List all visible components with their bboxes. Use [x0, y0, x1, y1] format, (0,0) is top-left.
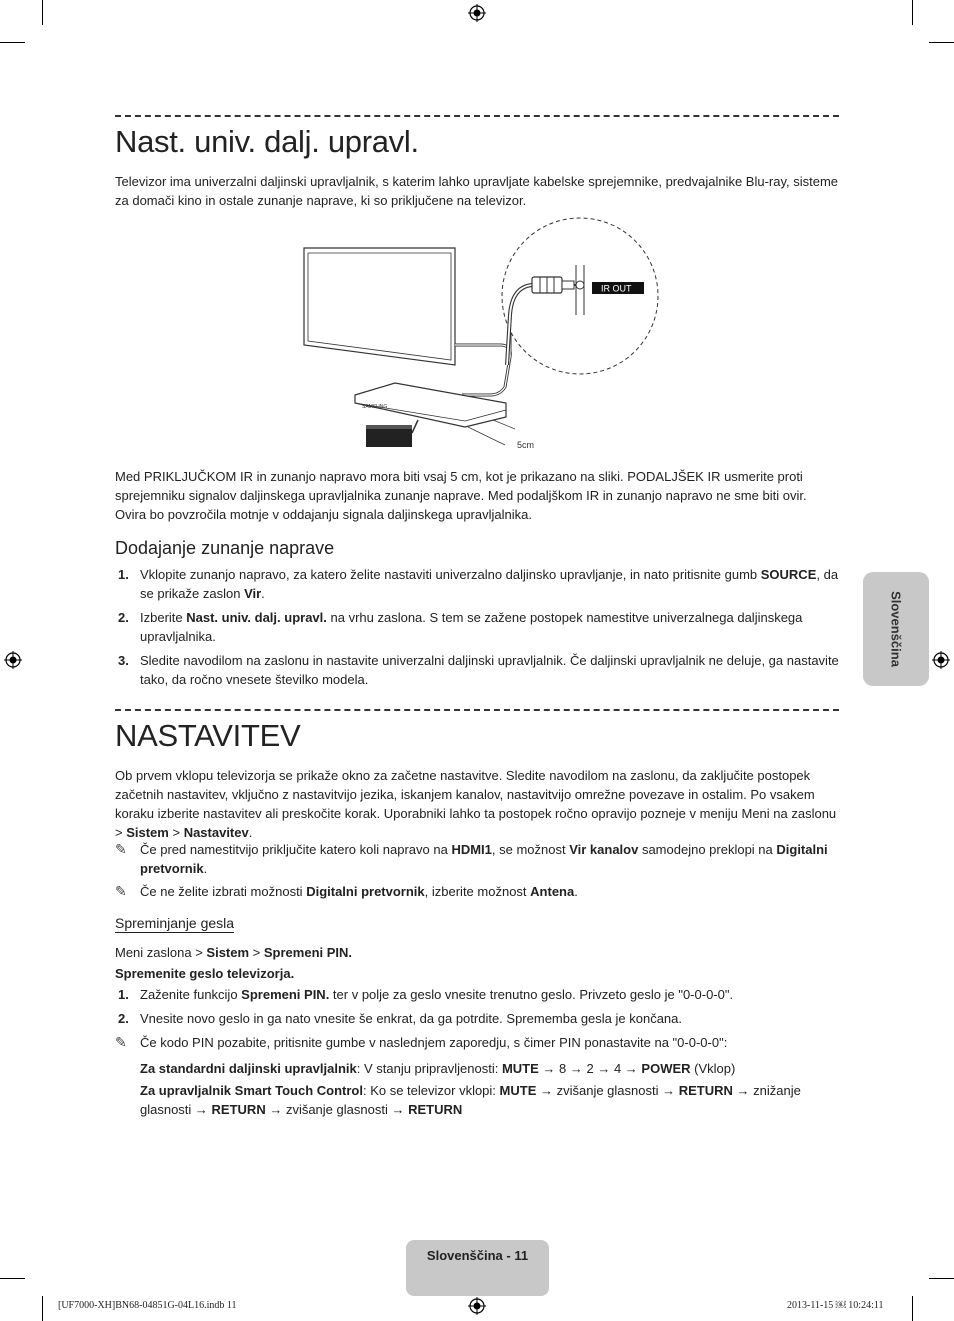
note: ✎ Če ne želite izbrati možnosti Digitalni pretvornik, izberite možnost Antena.: [115, 883, 578, 899]
crop-mark: [0, 42, 25, 43]
crop-mark: [912, 1296, 913, 1321]
section-divider: [115, 709, 839, 711]
intro-paragraph: Ob prvem vklopu televizorja se prikaže okno za začetne nastavitve. Sledite navodilom na zaslonu, da zaključite postopek začetnih nastavitev, vključno z nastavitvijo jezika, iskanjem kanalov, nastavitvijo omrežne povezave in ostalim. Po vsakem koraku izberite nastavitev ali preskočite korak. Uporabniki lahko ta postopek ročno opravijo pozneje v meniju Meni na zaslonu > Sistem > Nastavitev.: [115, 768, 837, 840]
crop-mark: [912, 0, 913, 25]
ir-out-label: IR OUT: [601, 283, 632, 294]
pencil-note-icon: ✎: [115, 841, 127, 857]
print-date-info: 2013-11-15 ￼ 10:24:11: [787, 1300, 884, 1311]
crop-mark: [0, 1278, 25, 1279]
subsection-heading: Spreminjanje gesla: [115, 915, 235, 931]
print-file-info: [UF7000-XH]BN68-04851G-04L16.indb 11: [58, 1300, 237, 1311]
bold-instruction: Spremenite geslo televizorja.: [115, 966, 295, 981]
list-item: 3. Sledite navodilom na zaslonu in nastavite univerzalni daljinski upravljalnik. Če daljinski upravljalnik ne deluje, ga nastavite tako, da ročno vnesete številko modela.: [118, 653, 839, 687]
pencil-note-icon: ✎: [115, 883, 127, 899]
list-item: 1. Zaženite funkcijo Spremeni PIN. ter v polje za geslo vnesite trenutno geslo. Privzeto geslo je "0-0-0-0".: [118, 987, 734, 1002]
section-title: Nast. univ. dalj. upravl.: [115, 124, 419, 159]
note: ✎ Če kodo PIN pozabite, pritisnite gumbe v naslednjem zaporedju, s čimer PIN ponastavite na "0-0-0-0":: [115, 1034, 728, 1050]
list-item: 2. Izberite Nast. univ. dalj. upravl. na vrhu zaslona. S tem se zažene postopek namestitve univerzalnega daljinskega upravljalnika.: [118, 610, 803, 644]
crop-mark: [42, 1296, 43, 1321]
crop-mark: [929, 42, 954, 43]
registration-mark-icon: [4, 651, 22, 669]
list-item: 2. Vnesite novo geslo in ga nato vnesite še enkrat, da ga potrdite. Sprememba gesla je končana.: [118, 1011, 683, 1026]
page-number-tab: Slovenščina - 11: [406, 1240, 549, 1296]
ir-connection-diagram: [300, 215, 670, 465]
intro-paragraph: Televizor ima univerzalni daljinski upravljalnik, s katerim lahko upravljate kabelske sprejemnike, predvajalnike Blu-ray, sisteme za domači kino in ostale zunanje naprave, ki so priključene na televizor.: [115, 174, 839, 208]
section-divider: [115, 115, 839, 117]
registration-mark-icon: [468, 1297, 486, 1315]
remote-sequence-standard: Za standardni daljinski upravljalnik: V stanju pripravljenosti: MUTE → 8 → 2 → 4 → POWER (Vklop): [140, 1061, 736, 1076]
language-side-tab: Slovenščina: [863, 572, 929, 686]
subsection-heading: Dodajanje zunanje naprave: [115, 538, 335, 558]
pencil-note-icon: ✎: [115, 1034, 127, 1050]
crop-mark: [929, 1278, 954, 1279]
box-brand-label: SAMSUNG: [362, 404, 388, 410]
registration-mark-icon: [468, 4, 486, 22]
section-title: NASTAVITEV: [115, 718, 301, 753]
crop-mark: [42, 0, 43, 25]
note: ✎ Če pred namestitvijo priključite katero koli napravo na HDMI1, se možnost Vir kanalov samodejno preklopi na Digitalni pretvornik.: [115, 841, 828, 876]
distance-label: 5cm: [517, 440, 535, 450]
ir-distance-paragraph: Med PRIKLJUČKOM IR in zunanjo napravo mora biti vsaj 5 cm, kot je prikazano na sliki. PODALJŠEK IR usmerite proti sprejemniku signalov daljinskega upravljalnika zunanje naprave. Med podaljškom IR in zunanjo napravo ne sme biti ovir. Ovira bo povzročila motnje v oddajanju signala daljinskega upravljalnika.: [115, 469, 807, 522]
registration-mark-icon: [932, 651, 950, 669]
list-item: 1. Vklopite zunanjo napravo, za katero želite nastaviti univerzalno daljinsko upravljanje, in nato pritisnite gumb SOURCE, da se prikaže zaslon Vir.: [118, 567, 839, 601]
remote-sequence-smart-touch: Za upravljalnik Smart Touch Control: Ko se televizor vklopi: MUTE → zvišanje glasnosti → RETURN → znižanje glasnosti → RETURN → zvišanje glasnosti → RETURN: [140, 1083, 801, 1117]
menu-path: Meni zaslona > Sistem > Spremeni PIN.: [115, 945, 353, 960]
